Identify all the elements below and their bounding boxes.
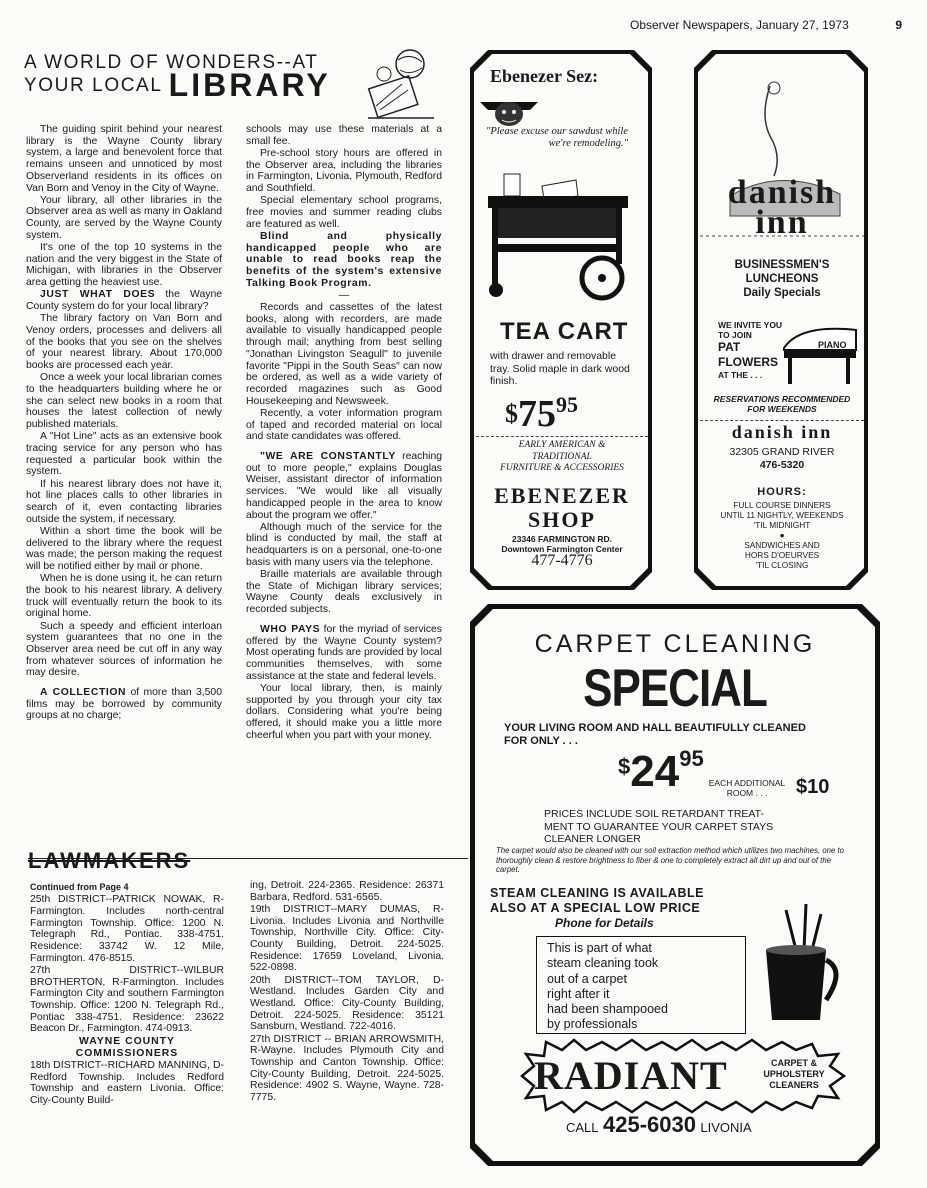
lawmakers-subhead-2: COMMISSIONERS <box>75 1047 179 1059</box>
article-paragraph: schools may use these materials at a small fee. <box>246 124 442 147</box>
article-paragraph: Your library, all other libraries in the Observer area as well as many in Oakland County, are served by the Wayne County system. <box>26 194 222 241</box>
ebenezer-sez: Ebenezer Sez: <box>490 66 599 86</box>
article-paragraph: Although much of the service for the blind is conducted by mail, the staff at headquarters is on a personal, one-to-one basis with many users via the telephone. <box>246 521 442 568</box>
article-paragraph: Pre-school story hours are offered in the Observer area, including the libraries in Farmington, Livonia, Plymouth, Redford and Southfield. <box>246 147 442 195</box>
article-subhead <box>26 687 222 722</box>
article-dash: — <box>338 289 350 301</box>
box-line: out of a carpet <box>547 971 627 986</box>
lunch-line-1: BUSINESSMEN'S <box>734 259 830 271</box>
radiant-tagline <box>748 1058 840 1091</box>
logo-inn: inn <box>755 204 809 241</box>
lunch-line-3: Daily Specials <box>743 287 821 299</box>
lawmaker-entry: 20th DISTRICT--TOM TAYLOR, D-Westland. Includes Garden City and Westland. Office: City-County Building, Detroit. 224-5025. Residence: 35121 Sansburn, Westland. 722-4016. <box>250 974 444 1033</box>
subhead-lead: WHO PAYS <box>260 623 321 635</box>
box-line: steam cleaning took <box>547 956 659 971</box>
offer-line-2: FOR ONLY . . . <box>504 735 578 747</box>
hours-6: 'TIL CLOSING <box>755 560 809 570</box>
lawmaker-entry: 25th DISTRICT--PATRICK NOWAK, R-Farmington. Includes north-central Farmington Township. Office: 1200 N. Telegraph Rd., Pontiac. 338-4751. Residence: 33742 W. 12 Mile, Farmington. 476-8515. <box>30 894 224 964</box>
danish-inn-logo-small: danish inn <box>731 422 833 442</box>
ebenezer-tagline <box>478 440 646 475</box>
article-paragraph: When he is done using it, he can return the book to his nearest library. A delivery truck will eventually return the book to its original home. <box>26 573 222 620</box>
prices-1: PRICES INCLUDE SOIL RETARDANT TREAT- <box>544 808 764 820</box>
steam-2: ALSO AT A SPECIAL LOW PRICE <box>490 901 701 915</box>
price-cents: 95 <box>556 392 578 417</box>
article-paragraph: Special elementary school programs, free movies and summer reading clubs are featured as well. <box>246 195 442 230</box>
lawmaker-entry: 27th DISTRICT -- BRIAN ARROWSMITH, R-Wayne. Includes Plymouth City and Township and Canton Township. Office: City-County Building, Detroit. 224-5025. Residence: 4902 S. Wayne, Wayne. 728-7775. <box>250 1033 444 1104</box>
page-number: 9 <box>895 18 902 32</box>
ebenezer-address <box>478 534 646 554</box>
danish-luncheons <box>700 258 864 300</box>
reader-globe-illustration <box>362 44 440 124</box>
piano-icon <box>780 320 860 390</box>
ebenezer-shop-name <box>478 484 646 532</box>
steam-1: STEAM CLEANING IS AVAILABLE <box>490 886 704 900</box>
lawmakers-subhead-1: WAYNE COUNTY <box>79 1035 175 1047</box>
danish-reservations <box>700 394 864 414</box>
danish-inn-logo <box>700 174 864 241</box>
tagline-1: CARPET & <box>770 1058 817 1068</box>
hours-2: UNTIL 11 NIGHTLY, WEEKENDS <box>720 510 844 520</box>
tagline-3: FURNITURE & ACCESSORIES <box>500 463 624 473</box>
prices-3: CLEANER LONGER <box>544 833 641 845</box>
danish-hours <box>700 500 864 570</box>
hours-5: HORS D'OEURVES <box>744 550 820 560</box>
address-1: 23346 FARMINGTON RD. <box>512 534 612 544</box>
subhead-rest: for the myriad of services offered by the Wayne County system? Most operating funds are provided by local communities themselves, with some assistance at the state and federal levels. <box>246 623 442 682</box>
invite-at-the: AT THE . . . <box>718 370 763 380</box>
article-paragraph: Such a speedy and efficient interloan system guarantees that no one in the Observer area need be cut off in any way from whatever sources of information he may desire. <box>26 620 222 679</box>
subhead-rest: the Wayne County system do for your local library? <box>26 289 222 313</box>
danish-hours-title: HOURS: <box>757 486 807 498</box>
tagline-2: TRADITIONAL <box>532 451 592 462</box>
each-additional <box>702 778 792 798</box>
masthead <box>630 18 902 32</box>
ebenezer-face-icon <box>478 86 540 130</box>
each-price: $10 <box>796 776 830 798</box>
lawmakers-heading: LAWMAKERS <box>28 848 191 873</box>
steam-info-box <box>536 936 746 1034</box>
reservations-2: FOR WEEKENDS <box>747 404 817 414</box>
lawmaker-entry: 18th DISTRICT--RICHARD MANNING, D-Redford Township. Includes Redford Township and eastern Livonia. Office: City-County Build- <box>30 1060 224 1107</box>
lunch-line-2: LUNCHEONS <box>745 273 819 285</box>
lawmakers-column-1 <box>30 882 224 1107</box>
reservations-1: RESERVATIONS RECOMMENDED <box>713 394 851 404</box>
address-2: Downtown Farmington Center <box>501 544 623 554</box>
article-paragraph: A "Hot Line" acts as an extensive book tracing service for any person who has requested a particular book within the system. <box>26 431 222 478</box>
radiant-call <box>566 1112 752 1138</box>
each-1: EACH ADDITIONAL <box>708 778 786 788</box>
lawmaker-entry: 27th DISTRICT--WILBUR BROTHERTON, R-Farmington. Includes Farmington City and southern Farmington Township. Office: 1200 N. Telegraph Rd., Pontiac 338-4751. Residence: 23622 Beacon Dr., Farmington. 474-0913. <box>30 964 224 1035</box>
article-subhead <box>246 451 442 521</box>
carpet-price <box>618 746 704 797</box>
box-line: by professionals <box>547 1017 638 1032</box>
article-paragraph: Once a week your local librarian comes to the headquarters building where he or she can select new books in a room that houses the latest collection of newly published materials. <box>26 372 222 431</box>
tea-cart-price <box>505 392 578 436</box>
prices-2: MENT TO GUARANTEE YOUR CARPET STAYS <box>544 820 774 833</box>
price-main: 24 <box>630 747 680 796</box>
phone-for-details: Phone for Details <box>555 916 654 930</box>
call-label: CALL <box>566 1120 599 1135</box>
box-line: right after it <box>547 986 610 1001</box>
radiant-logo: RADIANT <box>534 1053 728 1098</box>
divider <box>700 420 864 421</box>
danish-address <box>700 446 864 472</box>
box-line: This is part of what <box>547 941 652 955</box>
price-dollar: $ <box>618 754 631 779</box>
headline-library: LIBRARY <box>168 67 331 103</box>
price-dollar: $ <box>505 399 518 428</box>
radiant-phone: 425-6030 <box>602 1112 696 1137</box>
headline-line1: A WORLD OF WONDERS--AT <box>24 52 319 73</box>
hours-bullet: ● <box>779 530 785 540</box>
lawmaker-entry: 19th DISTRICT--MARY DUMAS, R-Livonia. Includes Livonia and Northville Township, Northville City. Office: City-County Building, Detroit. 224-5025. Residence: 17659 Loveland, Livonia. 522-0898. <box>250 903 444 974</box>
price-main: 75 <box>518 393 556 435</box>
lawmakers-column-2 <box>250 880 444 1104</box>
subhead-rest: reaching out to more people," explains Douglas Weiser, assistant director of information services. "We would like all visually handicapped people in the area to know about the program we offer." <box>246 450 442 521</box>
fine-print: The carpet would also be cleaned with our soil extraction method which utilizes two machines, one to thoroughly clean & restore brightness to fiber & one to completely extract all dirt up and out of the carpet. <box>496 846 845 874</box>
tea-cart-illustration <box>480 160 640 310</box>
article-paragraph: The guiding spirit behind your nearest library is the Wayne County library system, a large and benevolent force that remains unseen and unnoticed by most Observerland residents in its offices on Van Born and Venoy in the City of Wayne. <box>26 124 222 194</box>
article-headline <box>24 52 354 103</box>
tea-cart-description: with drawer and removable tray. Solid maple in dark wood finish. <box>490 350 630 387</box>
divider <box>476 436 648 437</box>
article-paragraph-bold <box>246 231 442 290</box>
invite-flowers: FLOWERS <box>718 355 778 369</box>
subhead-rest: of more than 3,500 films may be borrowed by community groups at no charge; <box>26 687 222 722</box>
dirty-water-pitcher-illustration <box>746 900 856 1030</box>
address: 32305 GRAND RIVER <box>729 446 835 458</box>
each-2: ROOM . . . <box>726 788 768 798</box>
shop-name-1: EBENEZER <box>494 483 630 508</box>
ebenezer-phone: 477-4776 <box>531 552 593 569</box>
ebenezer-quote: "Please excuse our sawdust while we're remodeling." <box>485 126 628 149</box>
tagline-3: CLEANERS <box>769 1080 819 1090</box>
hours-1: FULL COURSE DINNERS <box>733 500 831 510</box>
offer-line-1: YOUR LIVING ROOM AND HALL BEAUTIFULLY CLEANED <box>504 722 806 734</box>
tea-cart-title: TEA CART <box>500 318 629 345</box>
masthead-text: Observer Newspapers, January 27, 1973 <box>630 18 849 32</box>
tagline-2: UPHOLSTERY <box>763 1069 825 1079</box>
piano-label: PIANO <box>818 340 847 350</box>
article-paragraph: Within a short time the book will be delivered to the library where the request was made; the person making the request will be notified either by mail or phone. <box>26 525 222 573</box>
special-title: SPECIAL <box>583 659 767 718</box>
price-cents: 95 <box>679 746 704 771</box>
article-paragraph: Braille materials are available through the State of Michigan library services; Wayne County deals exclusively in recorded subjects. <box>246 569 442 616</box>
invite-2: TO JOIN <box>718 330 752 340</box>
phone: 476-5320 <box>759 459 805 471</box>
lawmaker-entry: ing, Detroit. 224-2365. Residence: 26371 Barbara, Redford. 531-6565. <box>250 880 444 903</box>
invite-1: WE INVITE YOU <box>718 320 783 330</box>
hours-3: 'TIL MIDNIGHT <box>753 520 811 530</box>
carpet-offer <box>504 722 874 748</box>
headline-your-local: YOUR LOCAL <box>24 75 162 96</box>
prices-include <box>544 808 874 846</box>
logo-danish: danish <box>727 174 837 211</box>
article-paragraph: Records and cassettes of the latest books, along with recorders, are made available to visually handicapped people through mail; anything from best selling "Jonathan Livingston Seagull" to juvenile favorite "Pippi in the South Seas" can now be ordered, as well as a wide variety of recorded magazines such as Good Housekeeping and Newsweek. <box>246 302 442 407</box>
radiant-city: LIVONIA <box>700 1120 752 1135</box>
subhead-lead: "WE ARE CONSTANTLY <box>260 450 396 462</box>
subhead-lead: JUST WHAT DOES <box>40 289 156 301</box>
article-paragraph: Your local library, then, is mainly supported by you through your city tax dollars. Considering what you're being offered, it should make you a little more cheerful when you part with your money. <box>246 682 442 741</box>
shop-name-2: SHOP <box>528 507 596 532</box>
box-line: had been shampooed <box>547 1002 668 1017</box>
article-subhead <box>246 624 442 683</box>
article-paragraph: Recently, a voter information program of taped and recorded material on local and state candidates was offered. <box>246 407 442 443</box>
article-column-1 <box>26 124 222 723</box>
article-subhead <box>26 289 222 312</box>
headline-line2 <box>24 67 354 103</box>
tagline-1: EARLY AMERICAN & <box>518 440 606 450</box>
article-paragraph: It's one of the top 10 systems in the nation and the very biggest in the State of Michigan, with libraries in the Observer area getting the heaviest use. <box>26 242 222 289</box>
carpet-cleaning-title: CARPET CLEANING <box>534 630 816 658</box>
hours-4: SANDWICHES AND <box>744 540 820 550</box>
blind-text: Blind and physically handicapped people who are unable to read books reap the benefits of the system's extensive Talking Book Program. <box>246 230 442 289</box>
subhead-lead: A COLLECTION <box>40 687 127 699</box>
article-paragraph: The library factory on Van Born and Venoy orders, processes and delivers all of the books that you see on the shelves of your nearest library. About 170,000 books are processed each year. <box>26 313 222 372</box>
steam-cleaning <box>490 886 770 916</box>
continued-note: Continued from Page 4 <box>30 882 129 892</box>
invite-pat: PAT <box>718 340 741 354</box>
article-column-2 <box>246 124 442 742</box>
article-paragraph: If his nearest library does not have it, hot line places calls to other libraries in search of it, even contacting libraries outside the system, if necessary. <box>26 478 222 525</box>
